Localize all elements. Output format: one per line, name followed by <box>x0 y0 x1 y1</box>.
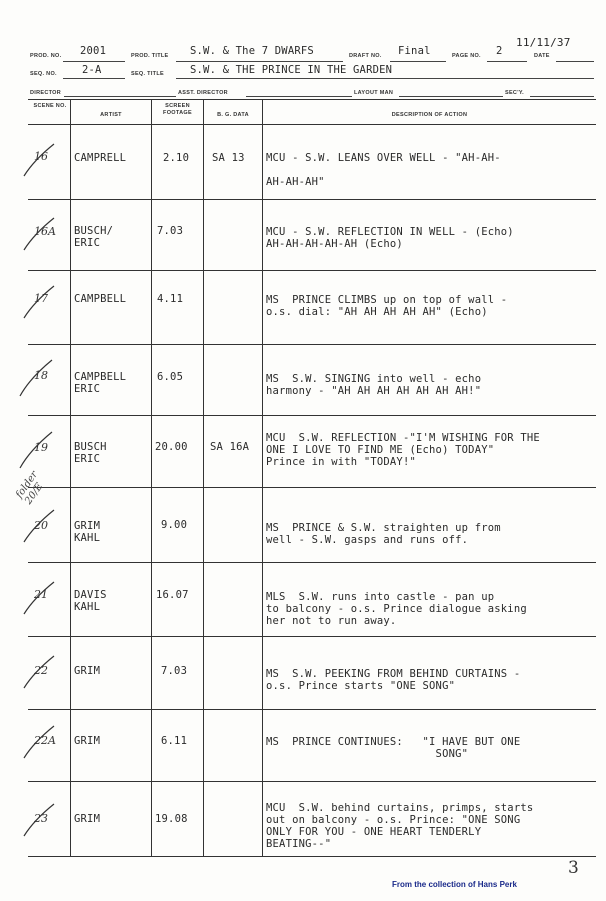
scene-number: 23 <box>34 812 48 825</box>
artist-name: CAMPRELL <box>74 152 127 164</box>
artist-name: GRIM KAHL <box>74 520 101 544</box>
screen-footage: 6.11 <box>161 735 188 747</box>
scene-number: 20 <box>34 519 48 532</box>
scene-number: 18 <box>34 369 48 382</box>
seq-title-value: S.W. & THE PRINCE IN THE GARDEN <box>190 64 393 76</box>
handwritten-folder-note: folder 20/E <box>14 469 46 507</box>
screen-footage: 7.03 <box>161 665 188 677</box>
bg-data: SA 13 <box>212 152 245 164</box>
seq-title-label: SEQ. TITLE <box>131 71 164 77</box>
check-mark-icon <box>20 800 60 840</box>
col-bg-data: B. G. DATA <box>217 112 249 118</box>
screen-footage: 19.08 <box>155 813 188 825</box>
artist-name: BUSCH ERIC <box>74 441 107 465</box>
action-description: MCU - S.W. LEANS OVER WELL - "AH-AH- AH-AH-AH" <box>266 152 501 188</box>
scene-number: 21 <box>34 588 48 601</box>
page-mark: 3 <box>568 858 579 878</box>
col-scene-no: SCENE NO. <box>33 103 67 109</box>
action-description: MCU S.W. REFLECTION -"I'M WISHING FOR THE ONE I LOVE TO FIND ME (Echo) TODAY" Prince in with "TODAY!" <box>266 432 540 468</box>
layout-man-label: LAYOUT MAN <box>354 90 394 96</box>
check-mark-icon <box>20 506 60 546</box>
action-description: MCU S.W. behind curtains, primps, starts out on balcony - o.s. Prince: "ONE SONG ONLY FOR YOU - ONE HEART TENDERLY BEATING--" <box>266 802 534 850</box>
action-description: MS PRINCE & S.W. straighten up from well - S.W. gasps and runs off. <box>266 522 501 546</box>
scene-number: 16A <box>34 225 56 238</box>
prod-title-label: PROD. TITLE <box>131 53 169 59</box>
col-artist: ARTIST <box>100 112 122 118</box>
screen-footage: 7.03 <box>157 225 184 237</box>
collection-credit: From the collection of Hans Perk <box>392 880 517 889</box>
action-description: MCU - S.W. REFLECTION IN WELL - (Echo) AH-AH-AH-AH-AH (Echo) <box>266 226 514 250</box>
action-description: MS PRINCE CLIMBS up on top of wall - o.s. dial: "AH AH AH AH AH" (Echo) <box>266 294 508 318</box>
check-mark-icon <box>20 140 60 180</box>
check-mark-icon <box>20 722 60 762</box>
sheet-date: 11/11/37 <box>516 36 571 49</box>
action-description: MS S.W. SINGING into well - echo harmony - "AH AH AH AH AH AH AH!" <box>266 373 482 397</box>
asst-director-label: ASST. DIRECTOR <box>178 90 228 96</box>
screen-footage: 6.05 <box>157 371 184 383</box>
action-description: MS S.W. PEEKING FROM BEHIND CURTAINS - o.s. Prince starts "ONE SONG" <box>266 668 521 692</box>
artist-name: CAMPBELL ERIC <box>74 371 127 395</box>
action-description: MLS S.W. runs into castle - pan up to balcony - o.s. Prince dialogue asking her not to run away. <box>266 591 527 627</box>
draft-no-label: DRAFT NO. <box>349 53 382 59</box>
artist-name: DAVIS KAHL <box>74 589 107 613</box>
artist-name: GRIM <box>74 813 101 825</box>
director-label: DIRECTOR <box>30 90 62 96</box>
screen-footage: 9.00 <box>161 519 188 531</box>
scene-number: 17 <box>34 292 48 305</box>
bg-data: SA 16A <box>210 441 250 453</box>
scene-number: 22A <box>34 734 56 747</box>
seq-no-value: 2-A <box>82 64 102 76</box>
col-screen-footage: SCREEN FOOTAGE <box>163 103 192 116</box>
check-mark-icon <box>16 428 60 472</box>
screen-footage: 20.00 <box>155 441 188 453</box>
screen-footage: 2.10 <box>163 152 190 164</box>
scene-number: 19 <box>34 441 48 454</box>
draft-no-value: Final <box>398 45 431 57</box>
col-description: DESCRIPTION OF ACTION <box>391 112 468 118</box>
check-mark-icon <box>20 578 60 618</box>
scene-number: 22 <box>34 664 48 677</box>
check-mark-icon <box>20 214 60 254</box>
page-no-value: 2 <box>496 45 503 57</box>
prod-no-value: 2001 <box>80 45 107 57</box>
artist-name: GRIM <box>74 665 101 677</box>
page-no-label: PAGE NO. <box>452 53 481 59</box>
screen-footage: 4.11 <box>157 293 184 305</box>
screen-footage: 16.07 <box>156 589 189 601</box>
artist-name: GRIM <box>74 735 101 747</box>
prod-no-label: PROD. NO. <box>30 53 62 59</box>
scene-number: 16 <box>34 150 48 163</box>
seq-no-label: SEQ. NO. <box>30 71 57 77</box>
action-description: MS PRINCE CONTINUES: "I HAVE BUT ONE SONG" <box>266 736 521 760</box>
prod-title-value: S.W. & The 7 DWARFS <box>190 45 314 57</box>
secy-label: SEC'Y. <box>505 90 525 96</box>
check-mark-icon <box>16 356 60 400</box>
artist-name: CAMPBELL <box>74 293 127 305</box>
date-label: DATE <box>534 53 550 59</box>
check-mark-icon <box>20 652 60 692</box>
artist-name: BUSCH/ ERIC <box>74 225 114 249</box>
check-mark-icon <box>20 282 60 322</box>
